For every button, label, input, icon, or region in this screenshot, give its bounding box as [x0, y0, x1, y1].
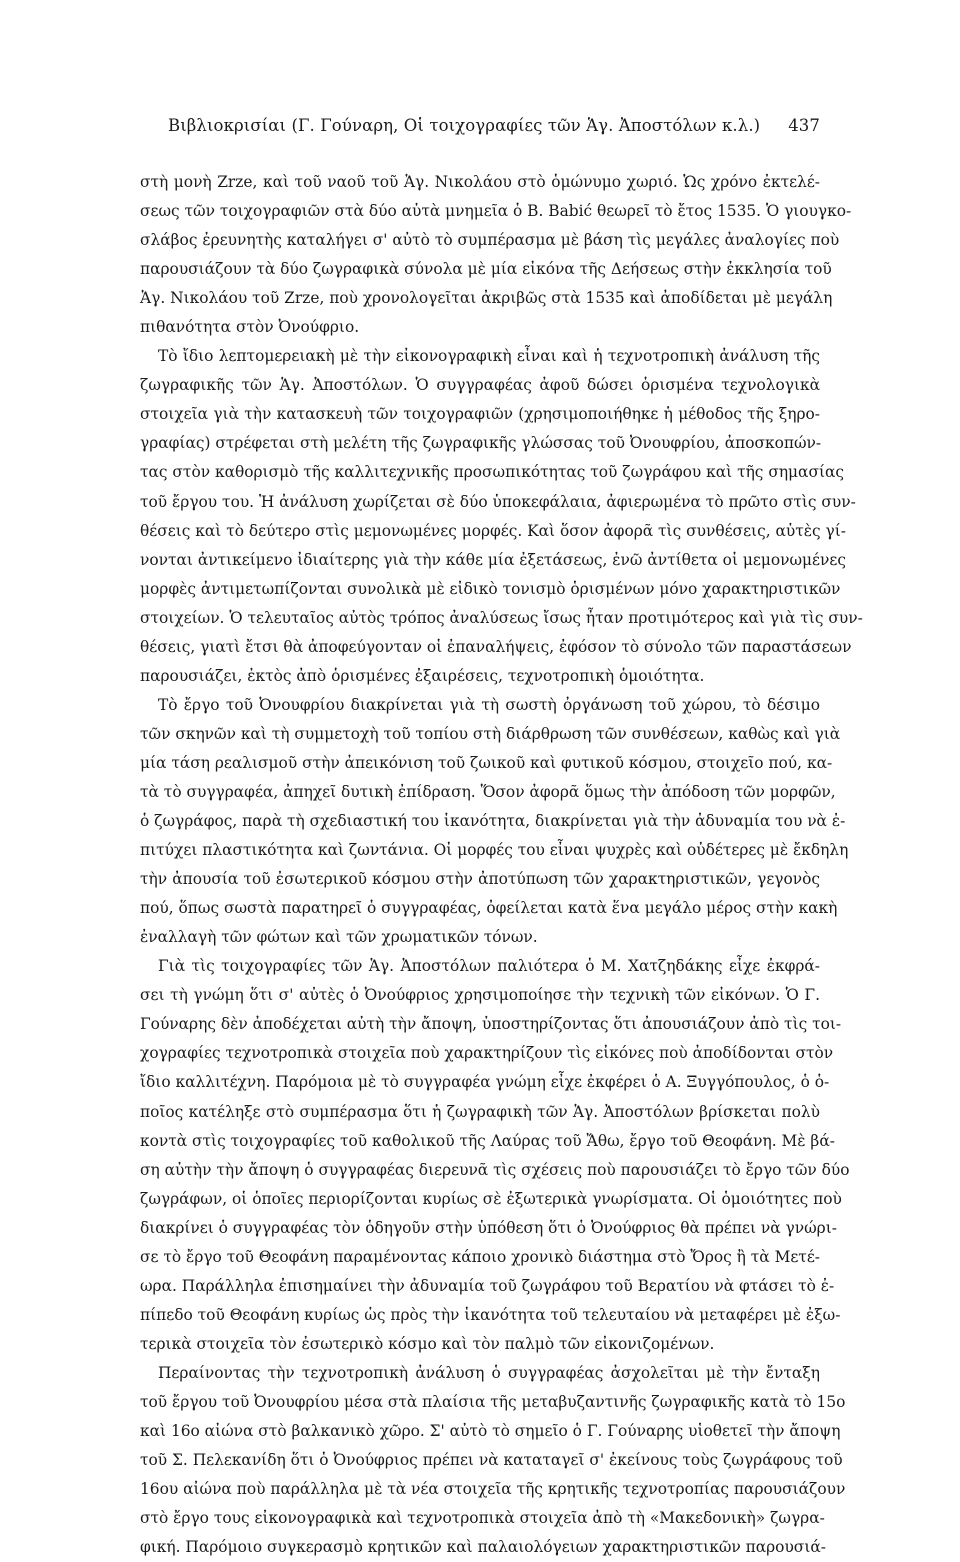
text-line: στὸ ἔργο τους εἰκονογραφικὰ καὶ τεχνοτροπικὰ στοιχεῖα ἀπὸ τὴ «Μακεδονικὴ» ζωγρα- [140, 1509, 825, 1528]
running-head [168, 116, 820, 135]
text-line: Γούναρης δὲν ἀποδέχεται αὐτὴ τὴν ἄποψη, ὑποστηρίζοντας ὅτι ἀπουσιάζουν ἀπὸ τὶς τοι- [140, 1015, 842, 1034]
paragraph [140, 1359, 846, 1562]
text-line: Τὸ ἔργο τοῦ Ὀνουφρίου διακρίνεται γιὰ τὴ σωστὴ ὀργάνωση τοῦ χώρου, τὸ δέσιμο [158, 695, 820, 714]
text-line: ἴδιο καλλιτέχνη. Παρόμοια μὲ τὸ συγγραφέα γνώμη εἶχε ἐκφέρει ὁ Α. Ξυγγόπουλος, ὁ ὁ- [140, 1073, 830, 1092]
text-line: ωρα. Παράλληλα ἐπισημαίνει τὴν ἀδυναμία τοῦ ζωγράφου τοῦ Βερατίου νὰ φτάσει τὸ ἐ- [140, 1276, 835, 1295]
text-line: στὴ μονὴ Zrze, καὶ τοῦ ναοῦ τοῦ Ἁγ. Νικολάου στὸ ὁμώνυμο χωριό. Ὡς χρόνο ἐκτελέ- [140, 173, 820, 191]
text-line: τας στὸν καθορισμὸ τῆς καλλιτεχνικῆς προσωπικότητας τοῦ ζωγράφου καὶ τῆς σημασίας [140, 463, 844, 482]
text-line: γραφίας) στρέφεται στὴ μελέτη τῆς ζωγραφικῆς γλώσσας τοῦ Ὀνουφρίου, ἀποσκοπών- [140, 434, 822, 453]
text-line: ζωγράφων, οἱ ὁποῖες περιορίζονται κυρίως σὲ ἐξωτερικὰ γνωρίσματα. Οἱ ὁμοιότητες ποὺ [140, 1189, 842, 1208]
paragraph [140, 168, 852, 342]
text-line: Τὸ ἴδιο λεπτομερειακὴ μὲ τὴν εἰκονογραφικὴ εἶναι καὶ ἡ τεχνοτροπικὴ ἀνάλυση τῆς [158, 347, 820, 366]
text-line: πιθανότητα στὸν Ὀνούφριο. [140, 318, 360, 337]
body-text [140, 168, 863, 1562]
text-line: παρουσιάζει, ἐκτὸς ἀπὸ ὁρισμένες ἐξαιρέσεις, τεχνοτροπικὴ ὁμοιότητα. [140, 666, 705, 685]
text-line: χογραφίες τεχνοτροπικὰ στοιχεῖα ποὺ χαρακτηρίζουν τὶς εἰκόνες ποὺ ἀποδίδονται στὸν [140, 1044, 834, 1063]
text-line: Ἁγ. Νικολάου τοῦ Zrze, ποὺ χρονολογεῖται ἀκριβῶς στὰ 1535 καὶ ἀποδίδεται μὲ μεγάλη [140, 289, 833, 308]
text-line: κοντὰ στὶς τοιχογραφίες τοῦ καθολικοῦ τῆς Λαύρας τοῦ Ἄθω, ἔργο τοῦ Θεοφάνη. Μὲ βά- [140, 1131, 835, 1150]
text-line: μία τάση ρεαλισμοῦ στὴν ἀπεικόνιση τοῦ ζωικοῦ καὶ φυτικοῦ κόσμου, στοιχεῖο πού, κα- [140, 753, 833, 772]
text-line: σε τὸ ἔργο τοῦ Θεοφάνη παραμένοντας κάποιο χρονικὸ διάστημα στὸ Ὄρος ἢ τὰ Μετέ- [140, 1247, 820, 1266]
text-line: στοιχεῖα γιὰ τὴν κατασκευὴ τῶν τοιχογραφιῶν (χρησιμοποιήθηκε ἡ μέθοδος τῆς ξηρο- [140, 405, 820, 424]
text-line: σλάβος ἐρευνητὴς καταλήγει σ' αὐτὸ τὸ συμπέρασμα μὲ βάση τὶς μεγάλες ἀναλογίες ποὺ [140, 231, 840, 250]
text-line: θέσεις καὶ τὸ δεύτερο στὶς μεμονωμένες μορφές. Καὶ ὅσον ἀφορᾶ τὶς συνθέσεις, αὐτὲς γί- [140, 521, 846, 540]
text-line: στοιχείων. Ὁ τελευταῖος αὐτὸς τρόπος ἀναλύσεως ἴσως ἦταν προτιμότερος καὶ γιὰ τὶς συν- [140, 608, 863, 627]
text-line: τοῦ Σ. Πελεκανίδη ὅτι ὁ Ὀνούφριος πρέπει νὰ καταταγεῖ σ' ἐκείνους τοὺς ζωγράφους τοῦ [140, 1451, 843, 1470]
text-line: Περαίνοντας τὴν τεχνοτροπικὴ ἀνάλυση ὁ συγγραφέας ἀσχολεῖται μὲ τὴν ἔνταξη [158, 1363, 820, 1382]
running-title: Βιβλιοκρισίαι (Γ. Γούναρη, Οἱ τοιχογραφίες τῶν Ἁγ. Ἀποστόλων κ.λ.) [168, 116, 761, 135]
paragraph [140, 691, 849, 952]
text-line: πιτύχει πλαστικότητα καὶ ζωντάνια. Οἱ μορφές του εἶναι ψυχρὲς καὶ οὐδέτερες μὲ ἔκδηλη [140, 841, 849, 860]
text-line: τῶν σκηνῶν καὶ τὴ συμμετοχὴ τοῦ τοπίου στὴ διάρθρωση τῶν συνθέσεων, καθὼς καὶ γιὰ [140, 724, 841, 743]
paragraph [140, 342, 863, 691]
text-line: ἐναλλαγὴ τῶν φώτων καὶ τῶν χρωματικῶν τόνων. [140, 928, 538, 947]
text-line: ζωγραφικῆς τῶν Ἁγ. Ἀποστόλων. Ὁ συγγραφέας ἀφοῦ δώσει ὁρισμένα τεχνολογικὰ [140, 376, 820, 395]
text-line: ση αὐτὴν τὴν ἄποψη ὁ συγγραφέας διερευνᾶ τὶς σχέσεις ποὺ παρουσιάζει τὸ ἔργο τῶν δύο [140, 1160, 850, 1179]
text-line: διακρίνει ὁ συγγραφέας τὸν ὁδηγοῦν στὴν ὑπόθεση ὅτι ὁ Ὀνούφριος θὰ πρέπει νὰ γνώρι- [140, 1218, 837, 1237]
text-line: πού, ὅπως σωστὰ παρατηρεῖ ὁ συγγραφέας, ὀφείλεται κατὰ ἕνα μεγάλο μέρος στὴν κακὴ [140, 899, 838, 918]
text-line: τοῦ ἔργου του. Ἡ ἀνάλυση χωρίζεται σὲ δύο ὑποκεφάλαια, ἀφιερωμένα τὸ πρῶτο στὶς συν- [140, 492, 856, 511]
text-line: νονται ἀντικείμενο ἰδιαίτερης γιὰ τὴν κάθε μία ἐξετάσεως, ἐνῶ ἀντίθετα οἱ μεμονωμένες [140, 550, 846, 569]
text-line: καὶ 16ο αἰώνα στὸ βαλκανικὸ χῶρο. Σ' αὐτὸ τὸ σημεῖο ὁ Γ. Γούναρης υἱοθετεῖ τὴν ἄποψη [140, 1422, 841, 1441]
text-line: τὴν ἀπουσία τοῦ ἐσωτερικοῦ κόσμου στὴν ἀποτύπωση τῶν χαρακτηριστικῶν, γεγονὸς [140, 870, 820, 889]
text-line: φική. Παρόμοιο συγκερασμὸ κρητικῶν καὶ παλαιολόγειων χαρακτηριστικῶν παρουσιά- [140, 1538, 826, 1557]
text-line: σεως τῶν τοιχογραφιῶν στὰ δύο αὐτὰ μνημεῖα ὁ Β. Babić θεωρεῖ τὸ ἔτος 1535. Ὁ γιουγκο- [140, 202, 852, 221]
text-line: τερικὰ στοιχεῖα τὸν ἐσωτερικὸ κόσμο καὶ τὸν παλμὸ τῶν εἰκονιζομένων. [140, 1334, 715, 1353]
paragraph [140, 952, 850, 1359]
text-line: πίπεδο τοῦ Θεοφάνη κυρίως ὡς πρὸς τὴν ἱκανότητα τοῦ τελευταίου νὰ μεταφέρει μὲ ἐξω- [140, 1305, 841, 1324]
text-line: τὰ τὸ συγγραφέα, ἀπηχεῖ δυτικὴ ἐπίδραση. Ὅσον ἀφορᾶ ὅμως τὴν ἀπόδοση τῶν μορφῶν, [140, 782, 836, 801]
text-line: μορφὲς ἀντιμετωπίζονται συνολικὰ μὲ εἰδικὸ τονισμὸ ὁρισμένων μόνο χαρακτηριστικῶν [140, 579, 841, 598]
text-line: Γιὰ τὶς τοιχογραφίες τῶν Ἁγ. Ἀποστόλων παλιότερα ὁ Μ. Χατζηδάκης εἶχε ἐκφρά- [158, 957, 820, 976]
text-line: 16ου αἰώνα ποὺ παράλληλα μὲ τὰ νέα στοιχεῖα τῆς κρητικῆς τεχνοτροπίας παρουσιάζουν [140, 1480, 846, 1499]
page-number: 437 [788, 116, 820, 135]
text-line: τοῦ ἔργου τοῦ Ὀνουφρίου μέσα στὰ πλαίσια τῆς μεταβυζαντινῆς ζωγραφικῆς κατὰ τὸ 15ο [140, 1392, 846, 1411]
text-line: θέσεις, γιατὶ ἔτσι θὰ ἀποφεύγονταν οἱ ἐπαναλήψεις, ἐφόσον τὸ σύνολο τῶν παραστάσεων [140, 637, 852, 656]
text-line: ὁ ζωγράφος, παρὰ τὴ σχεδιαστική του ἱκανότητα, διακρίνεται γιὰ τὴν ἀδυναμία του νὰ ἐ- [140, 812, 846, 831]
text-line: ποῖος κατέληξε στὸ συμπέρασμα ὅτι ἡ ζωγραφικὴ τῶν Ἁγ. Ἀποστόλων βρίσκεται πολὺ [140, 1102, 820, 1121]
text-line: παρουσιάζουν τὰ δύο ζωγραφικὰ σύνολα μὲ μία εἰκόνα τῆς Δεήσεως στὴν ἐκκλησία τοῦ [140, 260, 832, 279]
text-line: σει τὴ γνώμη ὅτι σ' αὐτὲς ὁ Ὀνούφριος χρησιμοποίησε τὴν τεχνικὴ τῶν εἰκόνων. Ὁ Γ. [140, 986, 820, 1005]
